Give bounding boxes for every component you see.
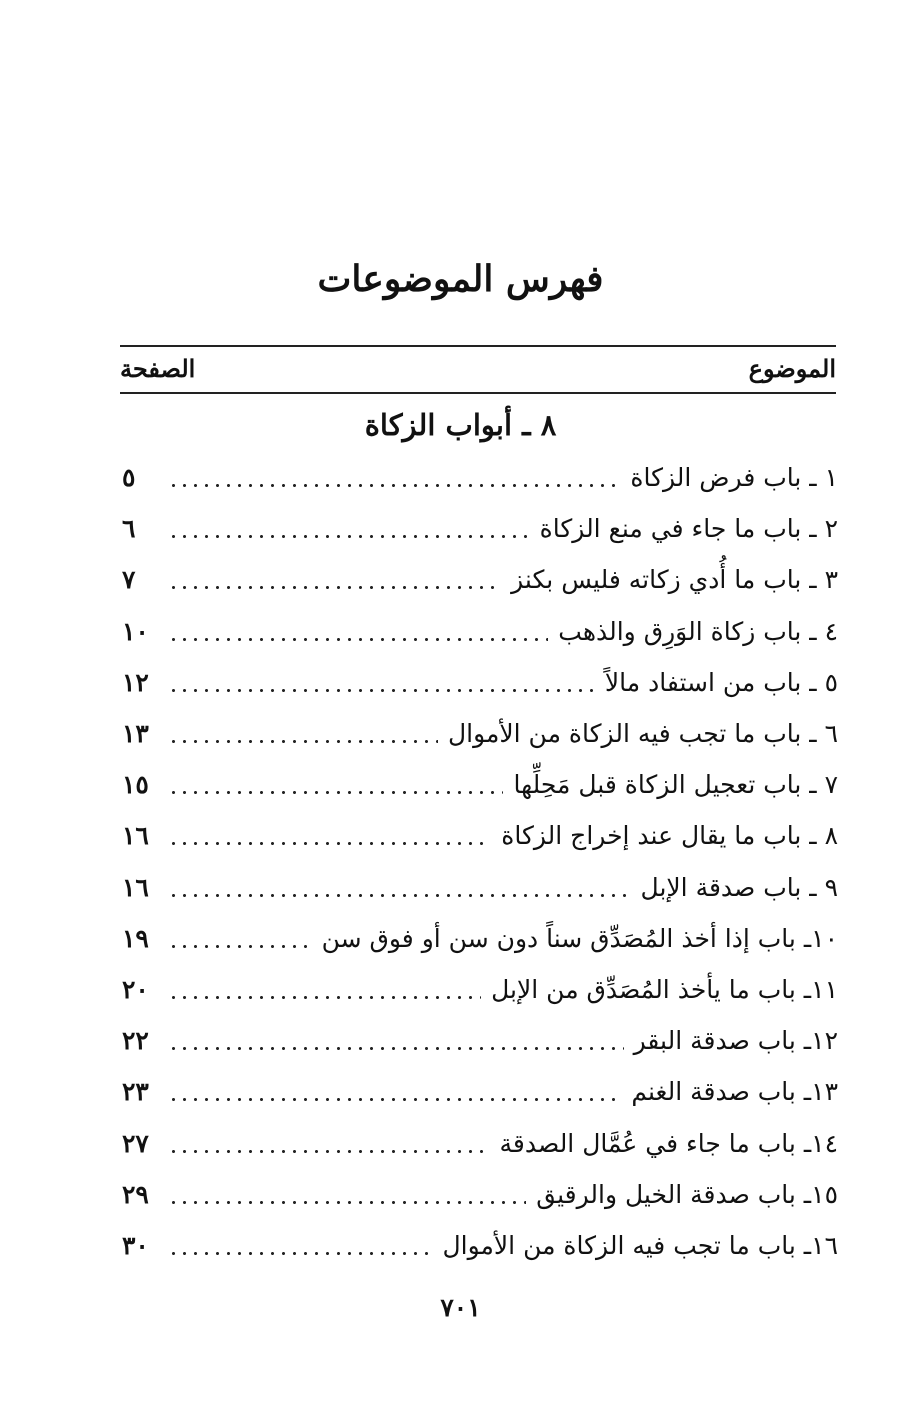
section-title: ٨ ـ أبواب الزكاة (364, 408, 557, 442)
toc-entry-page: ٣٠ (122, 1230, 149, 1260)
page-column-label: الصفحة (120, 353, 196, 383)
toc-entry-title: ٢ ـ باب ما جاء في منع الزكاة (539, 514, 838, 544)
topic-column-label: الموضوع (748, 353, 836, 383)
toc-entry (122, 1220, 838, 1271)
toc-entry-page: ١٥ (122, 770, 149, 800)
dot-leader (168, 1252, 433, 1255)
toc-entry (122, 862, 838, 913)
toc-entry-title: ٣ ـ باب ما أُدي زكاته فليس بكنز (511, 565, 838, 595)
toc-entry (122, 1066, 838, 1117)
toc-entry-page: ٦ (122, 514, 136, 544)
dot-leader (168, 894, 631, 897)
toc-entry (122, 964, 838, 1015)
toc-entry-title: ٥ ـ باب من استفاد مالاً (604, 667, 838, 697)
dot-leader (168, 842, 491, 845)
page-number: ٧٠١ (440, 1293, 481, 1322)
dot-leader (168, 638, 548, 641)
toc-entry-page: ٢٩ (122, 1179, 149, 1209)
header-bottom-rule (120, 392, 836, 394)
dot-leader (168, 740, 438, 743)
toc-entry-page: ٢٢ (122, 1026, 149, 1056)
toc-entry (122, 1169, 838, 1220)
toc-entry-page: ١٠ (122, 616, 149, 646)
toc-entry (122, 554, 838, 605)
toc-entry-title: ١٥ـ باب صدقة الخيل والرقيق (536, 1179, 838, 1209)
dot-leader (168, 535, 530, 538)
dot-leader (168, 1047, 624, 1050)
toc-entry-title: ١٤ـ باب ما جاء في عُمَّال الصدقة (499, 1128, 838, 1158)
toc-entry-page: ٢٧ (122, 1128, 149, 1158)
dot-leader (168, 1201, 526, 1204)
dot-leader (168, 586, 501, 589)
dot-leader (168, 484, 620, 487)
dot-leader (168, 689, 595, 692)
toc-entry (122, 503, 838, 554)
dot-leader (168, 945, 312, 948)
page-title: فهرس الموضوعات (317, 258, 604, 300)
toc-entry-page: ١٣ (122, 719, 149, 749)
dot-leader (168, 996, 481, 999)
toc-entry-title: ١ ـ باب فرض الزكاة (630, 463, 838, 493)
toc-entry (122, 1015, 838, 1066)
toc-entry-page: ٥ (122, 463, 136, 493)
toc-entry (122, 810, 838, 861)
toc-entries (122, 452, 838, 1271)
dot-leader (168, 1150, 490, 1153)
toc-entry (122, 913, 838, 964)
toc-entry (122, 708, 838, 759)
toc-entry-title: ٩ ـ باب صدقة الإبل (640, 872, 838, 902)
toc-entry-page: ١٩ (122, 923, 149, 953)
toc-entry-title: ١١ـ باب ما يأخذ المُصَدِّق من الإبل (491, 974, 838, 1004)
toc-entry-page: ٢٣ (122, 1077, 149, 1107)
toc-entry-title: ٤ ـ باب زكاة الوَرِق والذهب (558, 616, 838, 646)
toc-entry (122, 657, 838, 708)
toc-entry-page: ٧ (122, 565, 136, 595)
toc-entry (122, 452, 838, 503)
toc-entry (122, 606, 838, 657)
dot-leader (168, 791, 503, 794)
toc-entry (122, 759, 838, 810)
toc-entry-page: ١٦ (122, 872, 149, 902)
toc-entry (122, 1117, 838, 1168)
toc-entry-title: ١٦ـ باب ما تجب فيه الزكاة من الأموال (442, 1230, 838, 1260)
toc-entry-title: ١٣ـ باب صدقة الغنم (631, 1077, 838, 1107)
toc-entry-page: ١٢ (122, 667, 149, 697)
toc-entry-title: ٧ ـ باب تعجيل الزكاة قبل مَحِلِّها (513, 770, 838, 800)
toc-entry-title: ٦ ـ باب ما تجب فيه الزكاة من الأموال (447, 719, 838, 749)
toc-entry-page: ١٦ (122, 821, 149, 851)
dot-leader (168, 1098, 621, 1101)
toc-entry-title: ٨ ـ باب ما يقال عند إخراج الزكاة (501, 821, 838, 851)
toc-entry-page: ٢٠ (122, 974, 149, 1004)
toc-entry-title: ١٢ـ باب صدقة البقر (633, 1026, 838, 1056)
toc-header (120, 346, 836, 390)
toc-entry-title: ١٠ـ باب إذا أخذ المُصَدِّق سناً دون سن أو فوق سن (321, 923, 838, 953)
